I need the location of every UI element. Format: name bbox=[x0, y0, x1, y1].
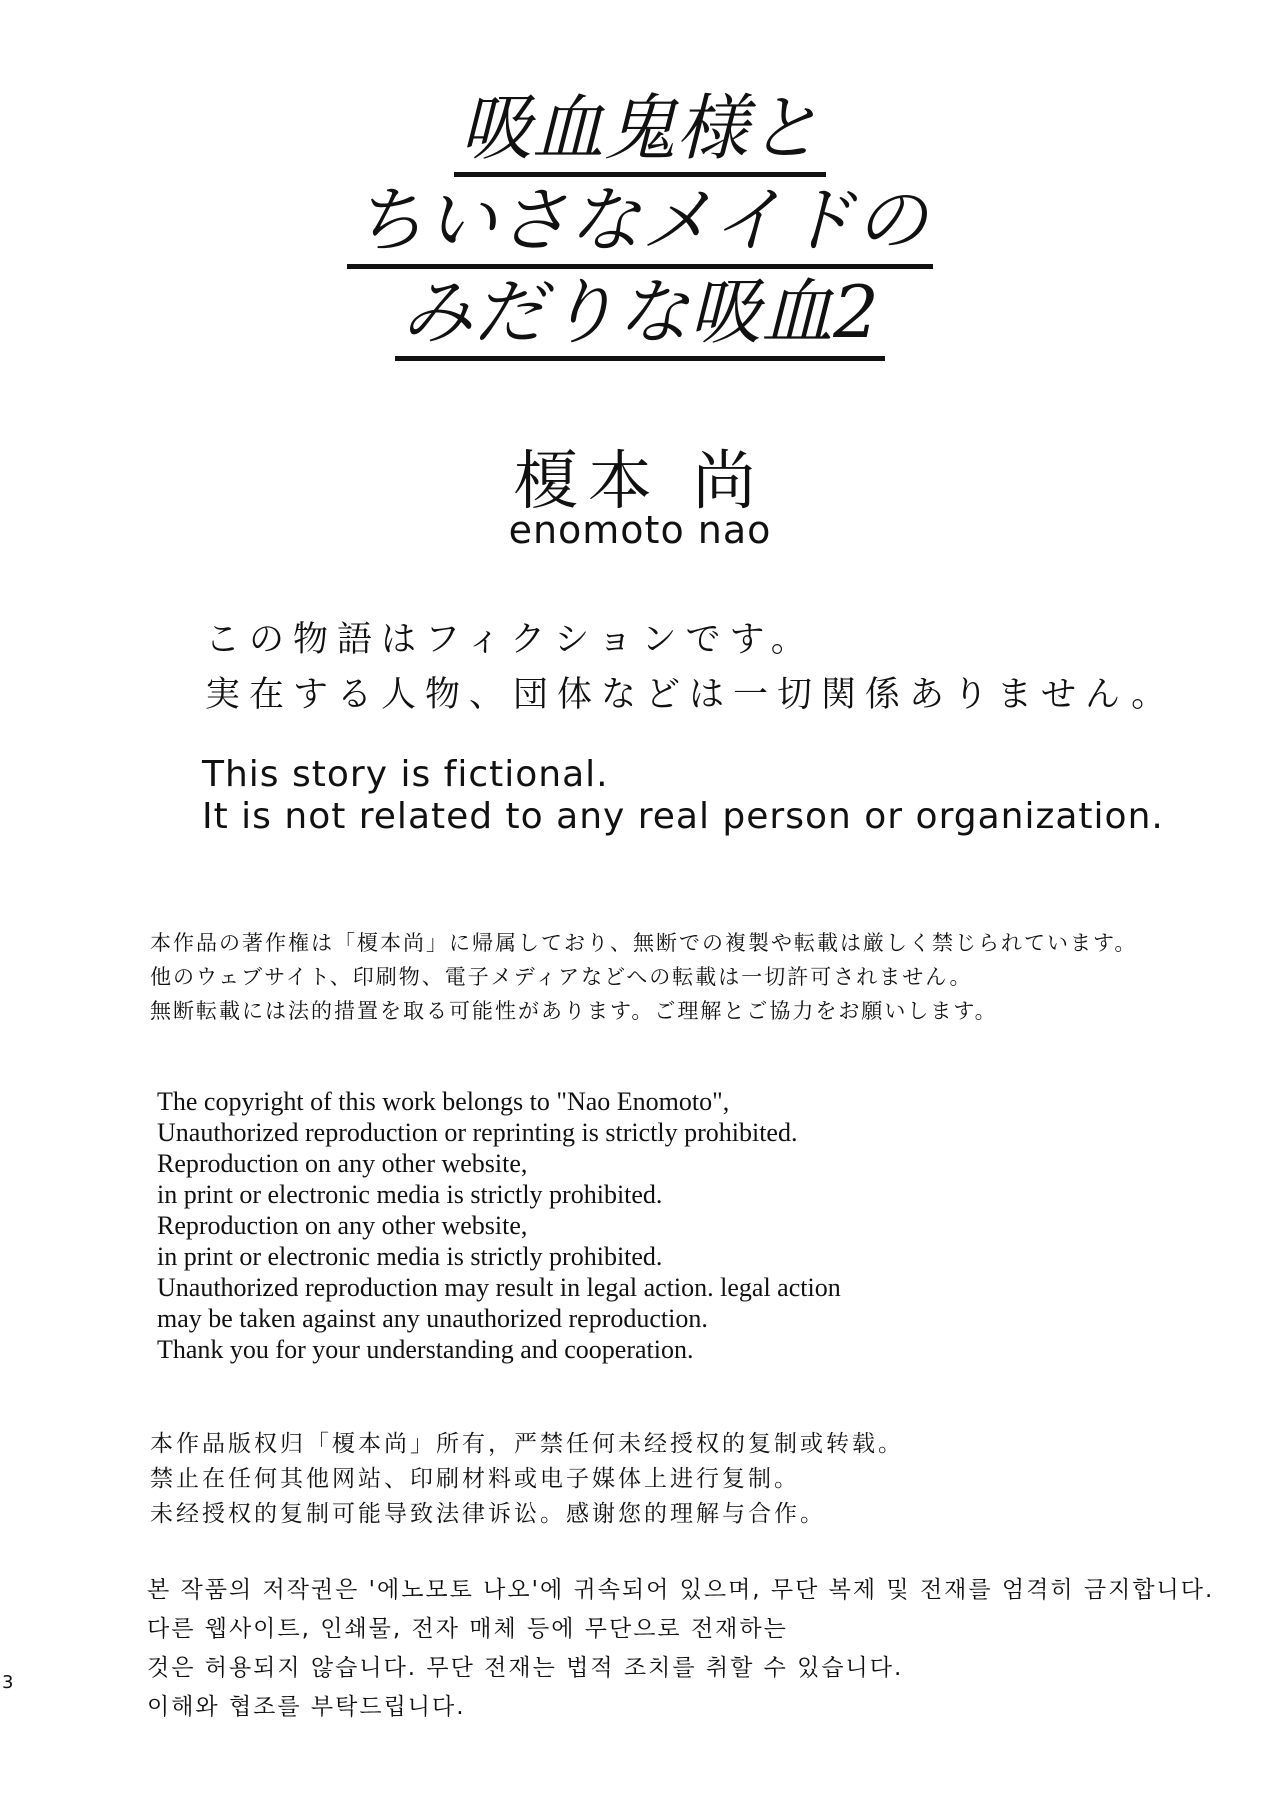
page-number: 3 bbox=[2, 1672, 14, 1693]
author-name-ja: 榎本 尚 bbox=[513, 445, 767, 519]
title-line-2: ちいさなメイドの bbox=[0, 180, 1280, 260]
copyright-ko-4: 이해와 협조를 부탁드립니다. bbox=[147, 1694, 466, 1720]
copyright-en-2: Unauthorized reproduction or reprinting is strictly prohibited. bbox=[157, 1118, 798, 1147]
copyright-ko-3: 것은 허용되지 않습니다. 무단 전재는 법적 조치를 취할 수 있습니다. bbox=[147, 1655, 904, 1681]
copyright-en-5: Reproduction on any other website, bbox=[157, 1211, 528, 1240]
copyright-en-7: Unauthorized reproduction may result in legal action. legal action bbox=[157, 1273, 841, 1302]
fiction-notice-en-1: This story is fictional. bbox=[202, 754, 609, 795]
copyright-en-1: The copyright of this work belongs to "Nao Enomoto", bbox=[157, 1087, 730, 1116]
copyright-ko-2: 다른 웹사이트, 인쇄물, 전자 매체 등에 무단으로 전재하는 bbox=[147, 1616, 788, 1642]
copyright-zh-3: 未经授权的复制可能导致法律诉讼。感谢您的理解与合作。 bbox=[150, 1501, 826, 1527]
author-name-en: enomoto nao bbox=[508, 508, 772, 552]
title-line-1: 吸血鬼様と bbox=[0, 88, 1280, 168]
fiction-notice-en-2: It is not related to any real person or organization. bbox=[202, 796, 1164, 837]
copyright-en-4: in print or electronic media is strictly prohibited. bbox=[157, 1180, 663, 1209]
copyright-en-9: Thank you for your understanding and cooperation. bbox=[157, 1335, 694, 1364]
copyright-ja-3: 無断転載には法的措置を取る可能性があります。ご理解とご協力をお願いします。 bbox=[150, 999, 998, 1023]
copyright-en-3: Reproduction on any other website, bbox=[157, 1149, 528, 1178]
copyright-en-8: may be taken against any unauthorized reproduction. bbox=[157, 1304, 708, 1333]
fiction-notice-ja-1: この物語はフィクションです。 bbox=[205, 620, 815, 660]
copyright-ja-1: 本作品の著作権は「榎本尚」に帰属しており、無断での複製や転載は厳しく禁じられています。 bbox=[150, 931, 1138, 955]
copyright-zh-2: 禁止在任何其他网站、印刷材料或电子媒体上进行复制。 bbox=[150, 1466, 800, 1492]
copyright-zh-1: 本作品版权归「榎本尚」所有，严禁任何未经授权的复制或转载。 bbox=[150, 1431, 904, 1457]
fiction-notice-ja-2: 実在する人物、団体などは一切関係ありません。 bbox=[205, 675, 1176, 715]
title-line-3: みだりな吸血2 bbox=[0, 272, 1280, 352]
copyright-ja-2: 他のウェブサイト、印刷物、電子メディアなどへの転載は一切許可されません。 bbox=[150, 965, 973, 989]
copyright-ko-1: 본 작품의 저작권은 '에노모토 나오'에 귀속되어 있으며, 무단 복제 및 전재를 엄격히 금지합니다. bbox=[147, 1577, 1215, 1603]
copyright-en-6: in print or electronic media is strictly prohibited. bbox=[157, 1242, 663, 1271]
